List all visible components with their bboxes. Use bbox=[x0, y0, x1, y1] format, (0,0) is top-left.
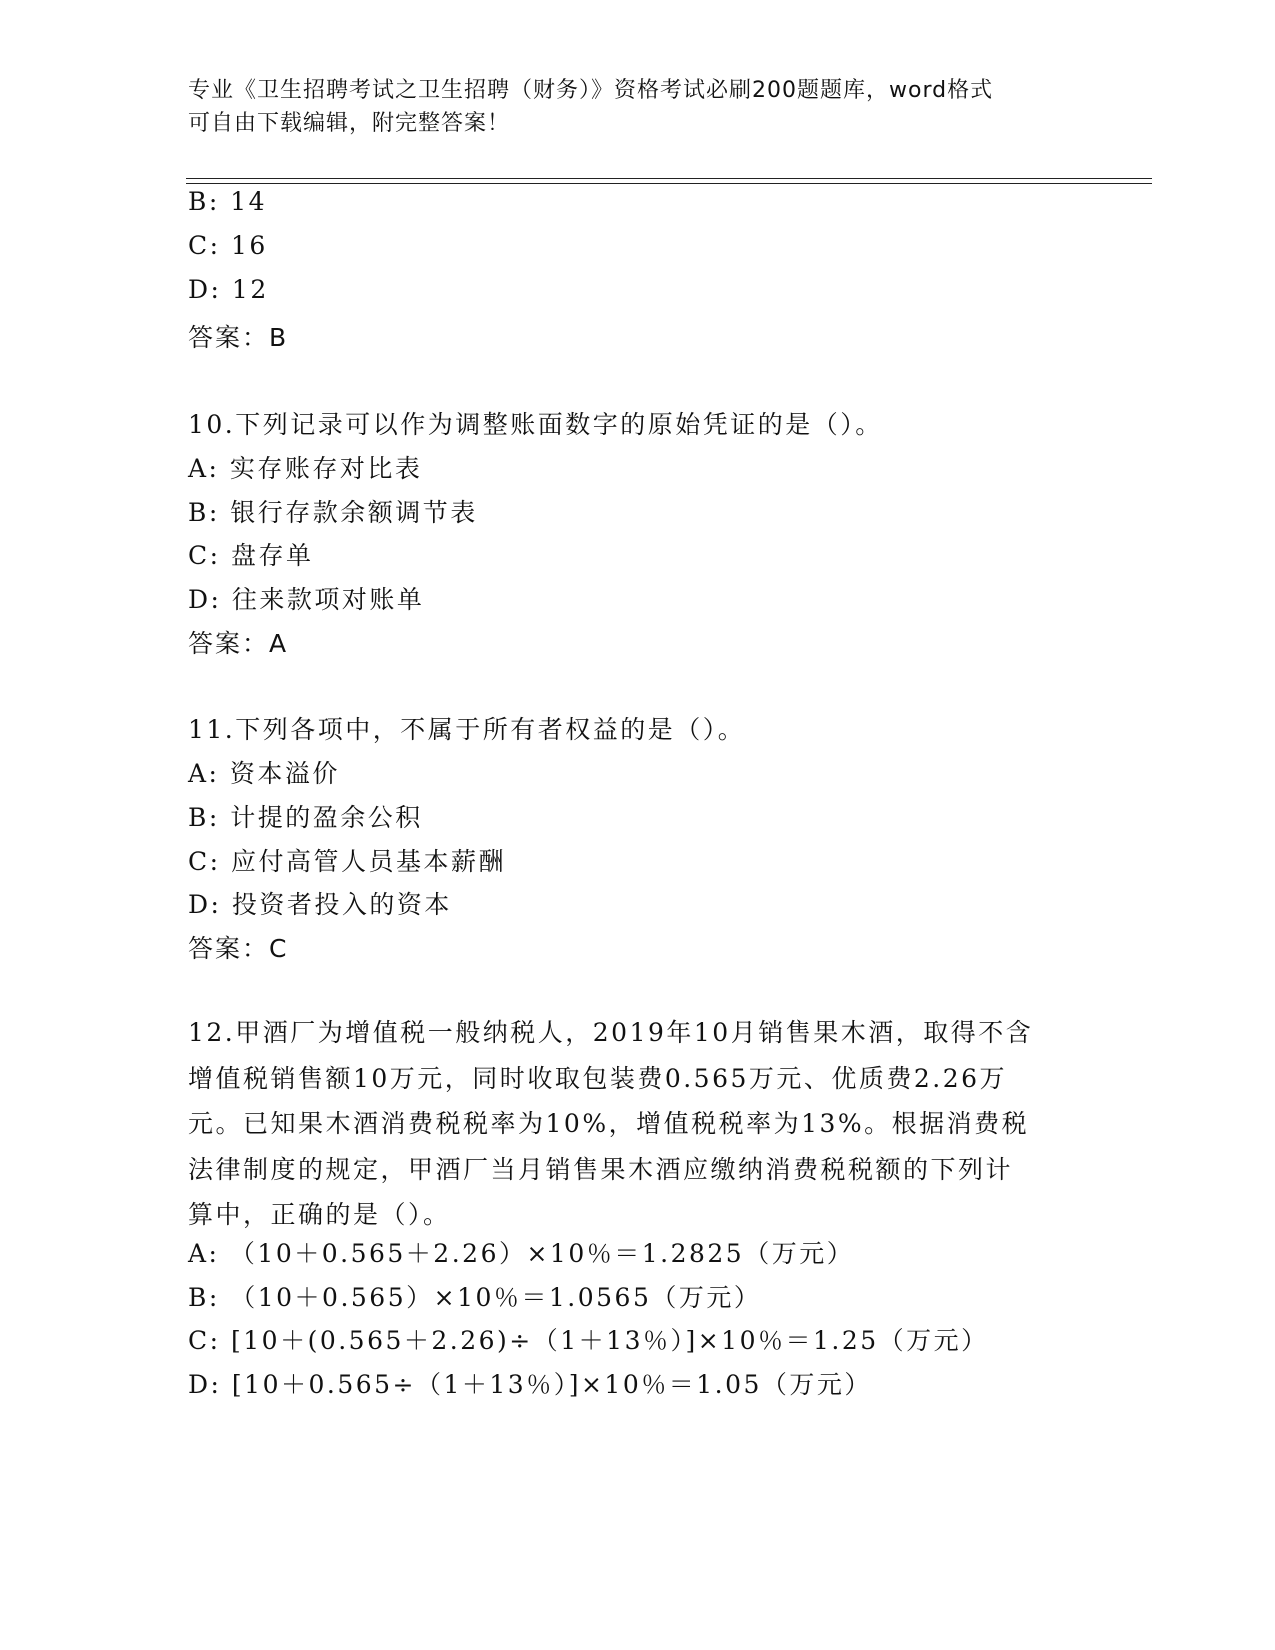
q12-stem: 12.甲酒厂为增值税一般纳税人，2019年10月销售果木酒，取得不含 增值税销售额10万元，同时收取包装费0.565万元、优质费2.26万 元。已知果木酒消费税税率为10%，增值税税率为13%。根据消费税 法律制度的规定，甲酒厂当月销售果木酒应缴纳消费税税额的下列计 算中，正确的是（）。 bbox=[188, 1018, 1034, 1229]
header-divider-bottom bbox=[186, 183, 1152, 184]
header-line-2: 可自由下载编辑，附完整答案！ bbox=[188, 111, 511, 136]
q10-answer: 答案：A bbox=[188, 629, 289, 658]
q9-answer: 答案：B bbox=[188, 323, 289, 352]
q11-stem: 11.下列各项中，不属于所有者权益的是（）。 bbox=[188, 715, 746, 744]
q10-stem: 10.下列记录可以作为调整账面数字的原始凭证的是（）。 bbox=[188, 410, 883, 439]
document-header bbox=[188, 74, 1088, 140]
q11-answer: 答案：C bbox=[188, 934, 289, 963]
q11-option-a: A: 资本溢价 bbox=[188, 759, 340, 788]
q9-option-b: B: 14 bbox=[188, 187, 268, 216]
header-line-1: 专业《卫生招聘考试之卫生招聘（财务）》资格考试必刷200题题库，word格式 bbox=[188, 78, 994, 103]
q11-option-d: D: 投资者投入的资本 bbox=[188, 890, 452, 919]
q10-option-b: B: 银行存款余额调节表 bbox=[188, 498, 478, 527]
q11-option-c: C: 应付高管人员基本薪酬 bbox=[188, 847, 506, 876]
q9-option-d: D: 12 bbox=[188, 275, 269, 304]
q12-option-d: D: [10＋0.565÷（1＋13％）]×10％＝1.05（万元） bbox=[188, 1370, 872, 1399]
q12-option-b: B: （10＋0.565）×10％＝1.0565（万元） bbox=[188, 1283, 762, 1312]
q12-option-c: C: [10＋(0.565＋2.26)÷（1＋13％）]×10％＝1.25（万元） bbox=[188, 1326, 989, 1355]
q11-option-b: B: 计提的盈余公积 bbox=[188, 803, 423, 832]
q10-option-d: D: 往来款项对账单 bbox=[188, 585, 425, 614]
q9-option-c: C: 16 bbox=[188, 231, 268, 260]
q12-option-a: A: （10＋0.565＋2.26）×10％＝1.2825（万元） bbox=[188, 1239, 855, 1268]
q10-option-a: A: 实存账存对比表 bbox=[188, 454, 423, 483]
header-divider-top bbox=[186, 178, 1152, 179]
q10-option-c: C: 盘存单 bbox=[188, 541, 314, 570]
